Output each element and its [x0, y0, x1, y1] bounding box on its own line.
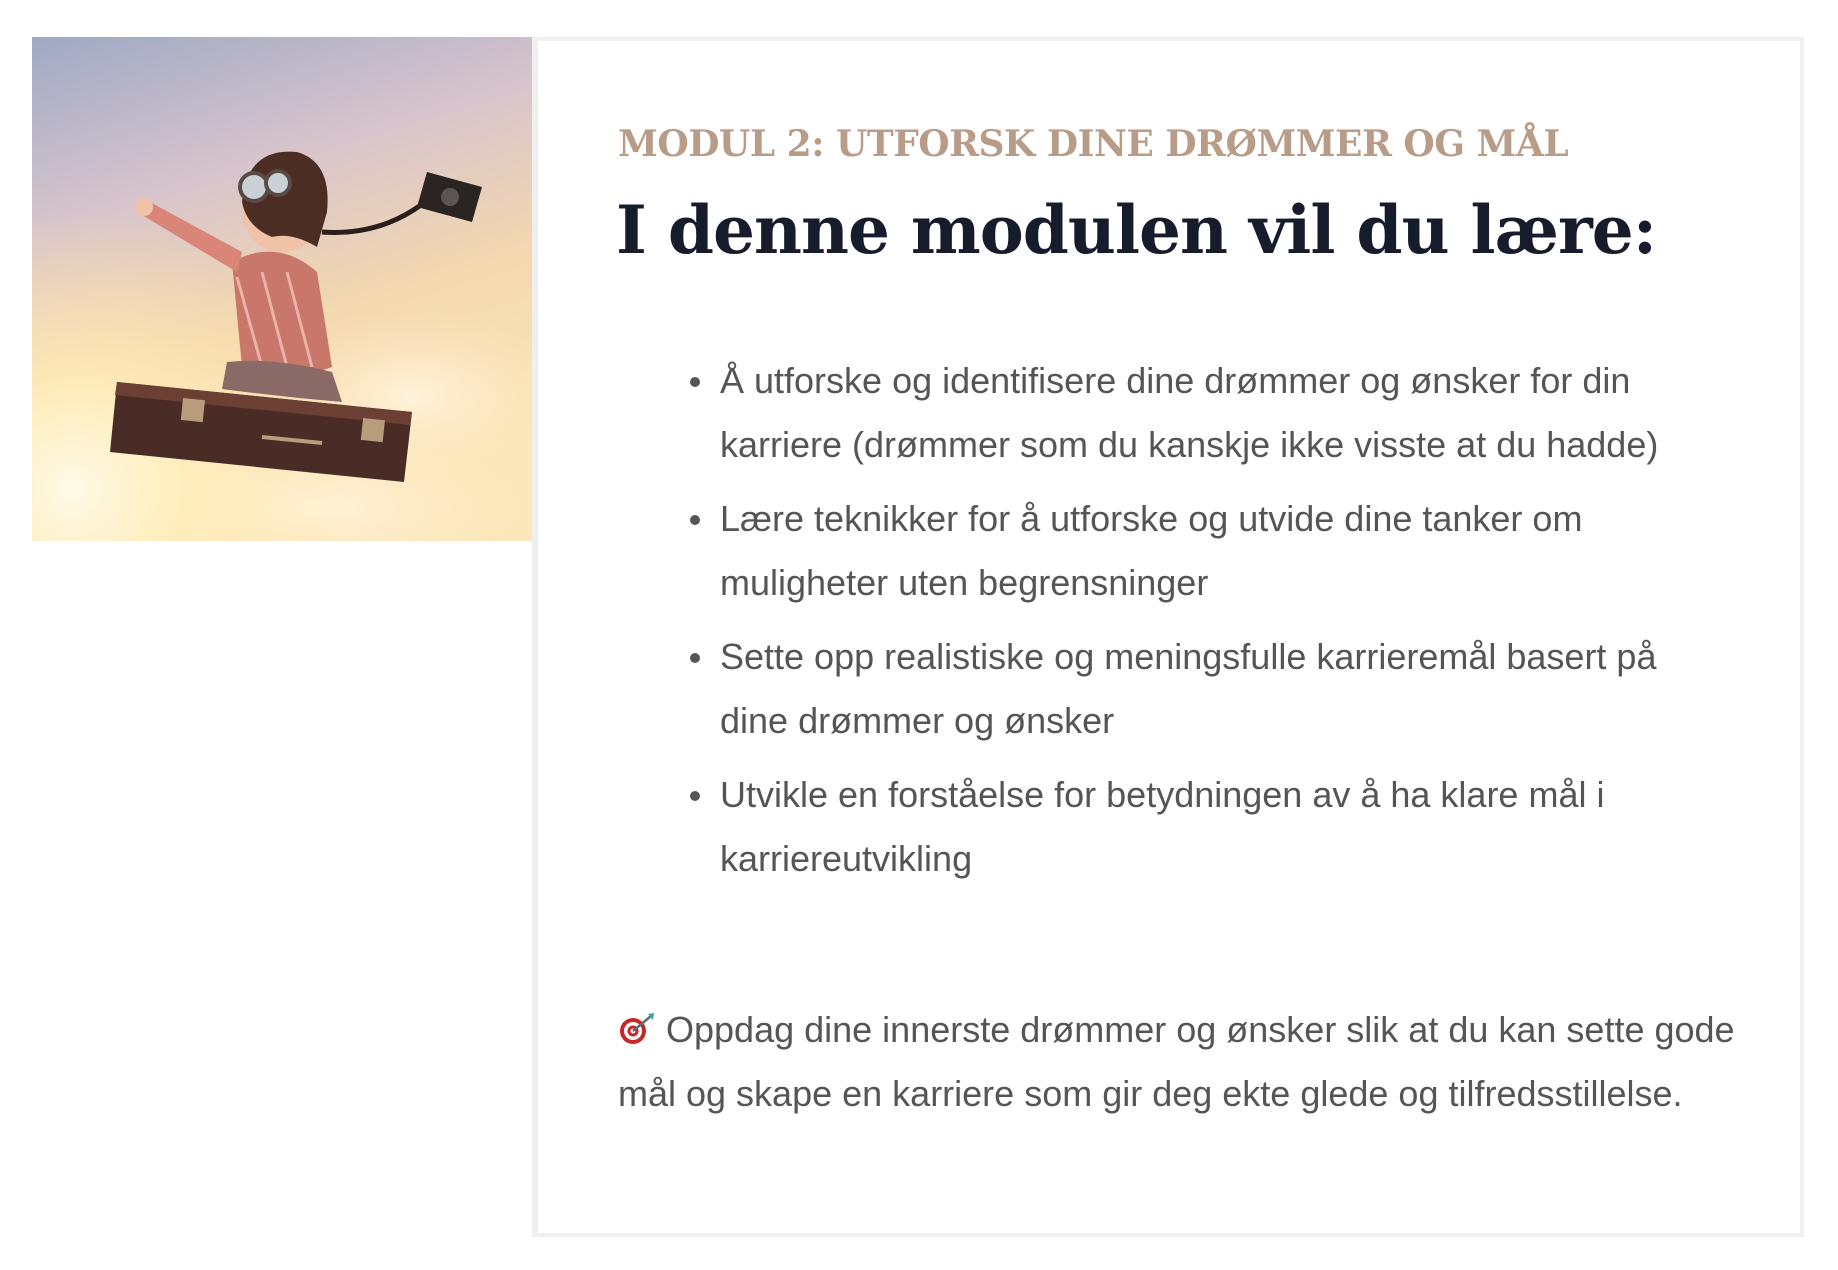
- module-hero-image: [32, 37, 536, 541]
- learning-outcomes-list: [720, 349, 1720, 901]
- list-item-text: Lære teknikker for å utforske og utvide dine tanker om muligheter uten begrensninger: [720, 498, 1583, 603]
- list-item: [720, 349, 1720, 477]
- module-content-card: [532, 37, 1804, 1237]
- bullet-icon: [690, 791, 700, 801]
- module-summary: [618, 998, 1738, 1126]
- module-eyebrow: MODUL 2: UTFORSK DINE DRØMMER OG MÅL: [618, 123, 1569, 165]
- list-item: [720, 763, 1720, 891]
- bullet-icon: [690, 377, 700, 387]
- child-flying-on-suitcase-image: [32, 37, 536, 541]
- list-item: [720, 625, 1720, 753]
- bullet-icon: [690, 515, 700, 525]
- module-summary-text: Oppdag dine innerste drømmer og ønsker slik at du kan sette gode mål og skape en karriere som gir deg ekte glede og tilfredsstillelse.: [618, 1009, 1735, 1114]
- module-heading: I denne modulen vil du lære:: [616, 191, 1657, 269]
- list-item-text: Utvikle en forståelse for betydningen av å ha klare mål i karriereutvikling: [720, 774, 1605, 879]
- list-item-text: Sette opp realistiske og meningsfulle karrieremål basert på dine drømmer og ønsker: [720, 636, 1657, 741]
- list-item: [720, 487, 1720, 615]
- list-item-text: Å utforske og identifisere dine drømmer og ønsker for din karriere (drømmer som du kanskje ikke visste at du hadde): [720, 360, 1659, 465]
- target-icon: [618, 1012, 656, 1046]
- bullet-icon: [690, 653, 700, 663]
